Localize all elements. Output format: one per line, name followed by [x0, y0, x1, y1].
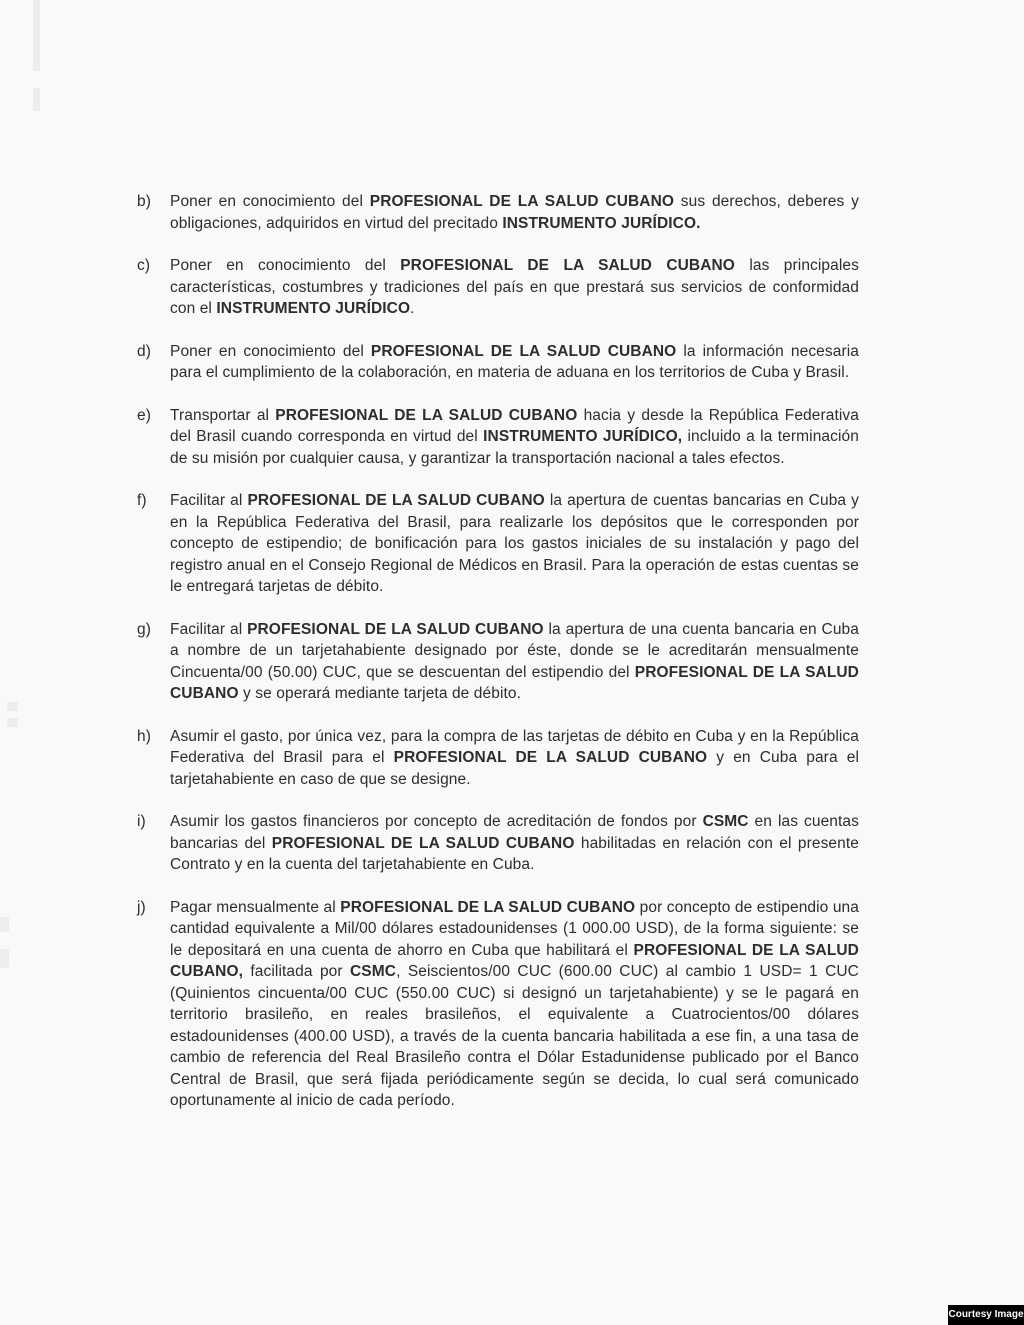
contract-clause: [137, 811, 859, 876]
contract-clause: [137, 405, 859, 470]
contract-clause: [137, 619, 859, 705]
contract-clause: [137, 255, 859, 320]
clause-text: Facilitar al PROFESIONAL DE LA SALUD CUBANO la apertura de una cuenta bancaria en Cuba a nombre de un tarjetahabiente designado por éste, donde se le acreditarán mensualmente Cincuenta/00 (50.00) CUC, que se descuentan del estipendio del PROFESIONAL DE LA SALUD CUBANO y se operará mediante tarjeta de débito.: [170, 620, 859, 702]
clause-label: b): [137, 193, 151, 210]
scan-artifact: [0, 917, 9, 932]
contract-clauses-list: [137, 191, 859, 1112]
clause-label: g): [137, 620, 151, 638]
scan-artifact: [33, 0, 40, 71]
clause-label: d): [137, 342, 151, 360]
scan-artifact: [33, 88, 40, 111]
contract-clause: [137, 191, 859, 234]
clause-label: f): [137, 492, 147, 509]
contract-clause: [137, 897, 859, 1112]
clause-text: Asumir el gasto, por única vez, para la compra de las tarjetas de débito en Cuba y en la República Federativa del Brasil para el PROFESIONAL DE LA SALUD CUBANO y en Cuba para el tarjetahabiente en caso de que se designe.: [170, 727, 860, 788]
clause-text: Facilitar al PROFESIONAL DE LA SALUD CUBANO la apertura de cuentas bancarias en Cuba y en la República Federativa del Brasil, para realizarle los depósitos que le corresponden por concepto de estipendio; de bonificación para los gastos iniciales de su instalación y pago del registro anual en el Consejo Regional de Médicos en Brasil. Para la operación de estas cuentas se le entregará tarjetas de débito.: [170, 492, 859, 595]
scan-artifact: [0, 949, 9, 968]
contract-clause: [137, 726, 859, 791]
scan-artifact: [7, 718, 18, 727]
clause-text: Transportar al PROFESIONAL DE LA SALUD CUBANO hacia y desde la República Federativa del Brasil cuando corresponda en virtud del INSTRUMENTO JURÍDICO, incluido a la terminación de su misión por cualquier causa, y garantizar la transportación nacional a tales efectos.: [170, 406, 859, 467]
clause-text: Pagar mensualmente al PROFESIONAL DE LA SALUD CUBANO por concepto de estipendio una cantidad equivalente a Mil/00 dólares estadounidenses (1 000.00 USD), de la forma siguiente: se le depositará en una cuenta de ahorro en Cuba que habilitará el PROFESIONAL DE LA SALUD CUBANO, facilitada por CSMC, Seiscientos/00 CUC (600.00 CUC) al cambio 1 USD= 1 CUC (Quinientos cincuenta/00 CUC (550.00 CUC) si designó un tarjetahabiente) y se le pagará en territorio brasileño, en reales brasileños, el equivalente a Cuatrocientos/00 dólares estadounidenses (400.00 USD), a través de la cuenta bancaria habilitada a ese fin, a una tasa de cambio de referencia del Real Brasileño contra el Dólar Estadunidense publicado por el Banco Central de Brasil, que será fijada periódicamente según se decida, lo cual será comunicado oportunamente al inicio de cada período.: [170, 898, 859, 1109]
contract-clause: [137, 341, 859, 384]
clause-label: e): [137, 406, 151, 424]
contract-clause: [137, 490, 859, 598]
clause-label: j): [137, 898, 146, 916]
courtesy-image-badge: Courtesy Image: [948, 1305, 1024, 1325]
clause-text: Poner en conocimiento del PROFESIONAL DE LA SALUD CUBANO sus derechos, deberes y obligaciones, adquiridos en virtud del precitado INSTRUMENTO JURÍDICO.: [170, 193, 859, 232]
clause-label: i): [137, 813, 146, 830]
scan-artifact: [7, 702, 18, 711]
clause-label: c): [137, 257, 151, 274]
clause-text: Poner en conocimiento del PROFESIONAL DE LA SALUD CUBANO la información necesaria para el cumplimiento de la colaboración, en materia de aduana en los territorios de Cuba y Brasil.: [170, 342, 859, 381]
clause-label: h): [137, 727, 151, 745]
clause-text: Poner en conocimiento del PROFESIONAL DE LA SALUD CUBANO las principales características, costumbres y tradiciones del país en que prestará sus servicios de conformidad con el INSTRUMENTO JURÍDICO.: [170, 257, 859, 317]
clause-text: Asumir los gastos financieros por concepto de acreditación de fondos por CSMC en las cuentas bancarias del PROFESIONAL DE LA SALUD CUBANO habilitadas en relación con el presente Contrato y en la cuenta del tarjetahabiente en Cuba.: [170, 813, 859, 873]
